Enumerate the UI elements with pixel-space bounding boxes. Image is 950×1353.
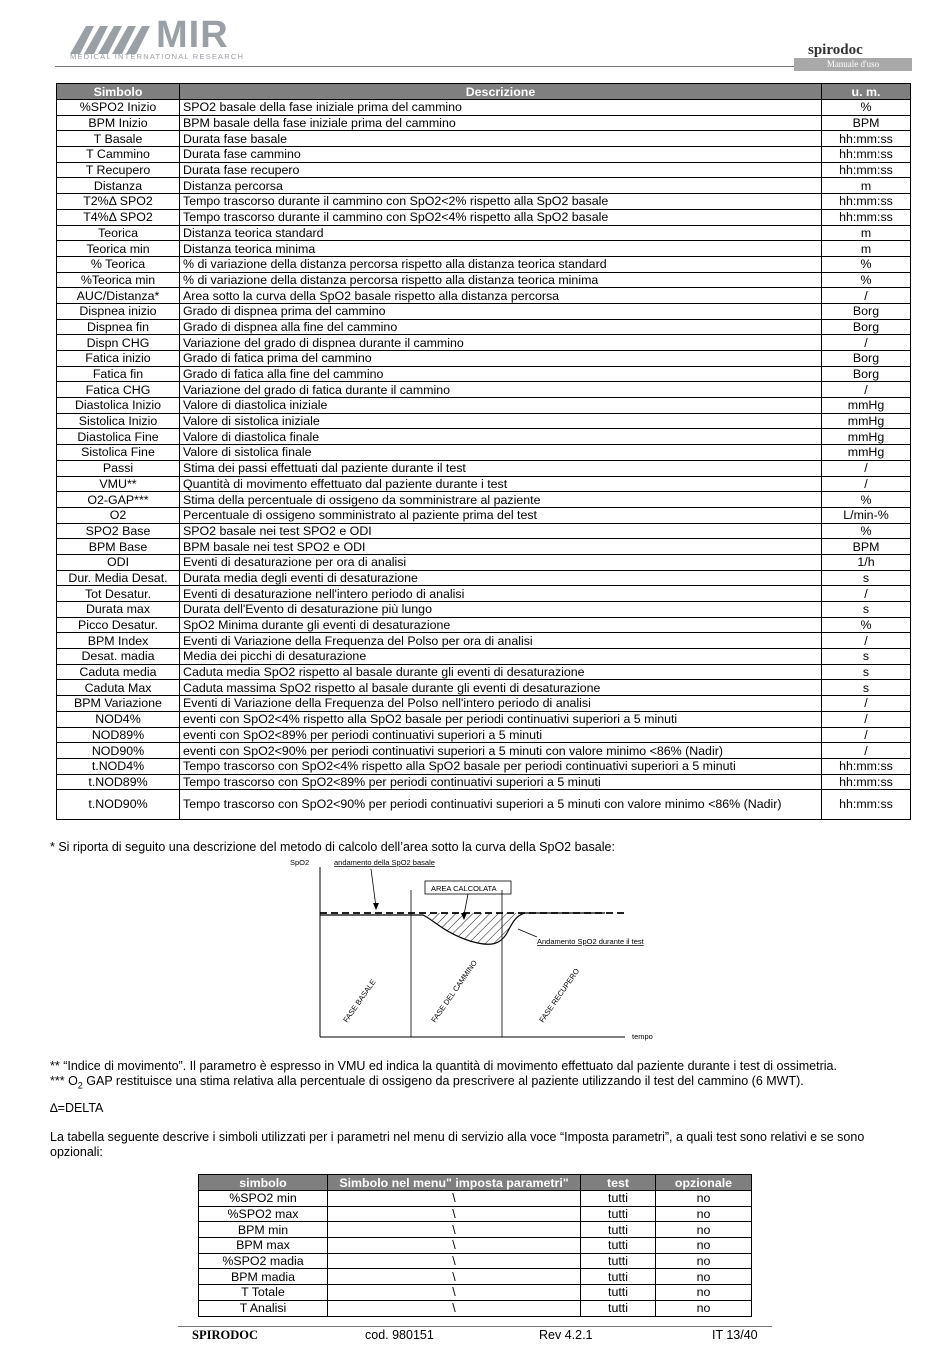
phase-walk-label: FASE DEL CAMMINO	[429, 958, 480, 1025]
symbol-cell: Teorica min	[57, 241, 180, 257]
table-row	[57, 727, 911, 743]
column-header: opzionale	[656, 1175, 752, 1191]
table-row	[57, 413, 911, 429]
symbol-cell: Fatica CHG	[57, 382, 180, 398]
o2gap-text: GAP restituisce una stima relativa alla percentuale di ossigeno da prescrivere al paziente utilizzando il test del cammino (6 MWT).	[82, 1074, 804, 1088]
table-row	[57, 288, 911, 304]
unit-cell: BPM	[822, 539, 911, 555]
description-cell: Grado di dispnea alla fine del cammino	[180, 319, 822, 335]
symbol-cell: VMU**	[57, 476, 180, 492]
table-row	[57, 241, 911, 257]
symbol-cell: AUC/Distanza*	[57, 288, 180, 304]
unit-cell: %	[822, 492, 911, 508]
test-cell: tutti	[581, 1269, 656, 1285]
symbol-cell: Teorica	[57, 225, 180, 241]
symbol-cell: % Teorica	[57, 256, 180, 272]
x-axis-label: tempo	[632, 1032, 653, 1041]
symbol-cell: BPM Inizio	[57, 115, 180, 131]
symbol-cell: Dispn CHG	[57, 335, 180, 351]
description-cell: eventi con SpO2<89% per periodi continuativi superiori a 5 minuti	[180, 727, 822, 743]
unit-cell: /	[822, 335, 911, 351]
description-cell: Variazione del grado di dispnea durante il cammino	[180, 335, 822, 351]
menu-symbol-cell: \	[328, 1206, 581, 1222]
unit-cell: mmHg	[822, 398, 911, 414]
symbol-cell: Sistolica Fine	[57, 445, 180, 461]
symbol-cell: Tot Desatur.	[57, 586, 180, 602]
symbol-cell: BPM Variazione	[57, 696, 180, 712]
header-divider	[55, 66, 795, 67]
symbol-cell: Diastolica Inizio	[57, 398, 180, 414]
description-cell: Grado di fatica alla fine del cammino	[180, 366, 822, 382]
symbol-cell: Caduta Max	[57, 680, 180, 696]
description-cell: Grado di dispnea prima del cammino	[180, 303, 822, 319]
symbol-cell: BPM max	[199, 1238, 328, 1254]
delta-note: ∆=DELTA	[50, 1101, 104, 1115]
footer-brand: SPIRODOC	[192, 1328, 258, 1342]
symbol-cell: Dispnea fin	[57, 319, 180, 335]
unit-cell: hh:mm:ss	[822, 147, 911, 163]
description-cell: Variazione del grado di fatica durante il cammino	[180, 382, 822, 398]
column-header: test	[581, 1175, 656, 1191]
unit-cell: Borg	[822, 303, 911, 319]
description-cell: BPM basale nei test SPO2 e ODI	[180, 539, 822, 555]
unit-cell: s	[822, 664, 911, 680]
table-row	[57, 664, 911, 680]
table-row	[57, 743, 911, 759]
parameters-table	[198, 1174, 752, 1317]
table-row	[57, 539, 911, 555]
product-name: spirodoc	[808, 42, 863, 58]
unit-cell: hh:mm:ss	[822, 774, 911, 790]
table-row	[57, 758, 911, 774]
unit-cell: s	[822, 602, 911, 618]
description-cell: Durata fase cammino	[180, 147, 822, 163]
description-cell: % di variazione della distanza percorsa rispetto alla distanza teorica minima	[180, 272, 822, 288]
symbol-cell: SPO2 Base	[57, 523, 180, 539]
unit-cell: %	[822, 272, 911, 288]
unit-cell: %	[822, 523, 911, 539]
table-row	[57, 711, 911, 727]
table-row	[199, 1253, 752, 1269]
table-row	[57, 570, 911, 586]
symbol-cell: %SPO2 min	[199, 1191, 328, 1207]
o2gap-note	[50, 1074, 804, 1094]
symbol-cell: %Teorica min	[57, 272, 180, 288]
symbol-cell: Sistolica Inizio	[57, 413, 180, 429]
unit-cell: /	[822, 460, 911, 476]
symbol-cell: NOD90%	[57, 743, 180, 759]
description-cell: Eventi di desaturazione nell'intero periodo di analisi	[180, 586, 822, 602]
description-cell: Durata media degli eventi di desaturazione	[180, 570, 822, 586]
unit-cell: Borg	[822, 366, 911, 382]
symbol-cell: BPM min	[199, 1222, 328, 1238]
description-cell: Distanza percorsa	[180, 178, 822, 194]
footer-page-number: IT 13/40	[712, 1328, 758, 1342]
unit-cell: s	[822, 680, 911, 696]
description-cell: Tempo trascorso con SpO2<90% per periodi continuativi superiori a 5 minuti con valore minimo <86% (Nadir)	[180, 790, 822, 820]
symbol-cell: T Totale	[199, 1285, 328, 1301]
description-cell: Caduta massima SpO2 rispetto al basale durante gli eventi di desaturazione	[180, 680, 822, 696]
column-header: Simbolo	[57, 84, 180, 100]
unit-cell: Borg	[822, 319, 911, 335]
description-cell: Tempo trascorso durante il cammino con SpO2<4% rispetto alla SpO2 basale	[180, 209, 822, 225]
optional-cell: no	[656, 1222, 752, 1238]
symbol-cell: Dur. Media Desat.	[57, 570, 180, 586]
menu-symbol-cell: \	[328, 1222, 581, 1238]
table-row	[57, 617, 911, 633]
manual-label: Manuale d'uso	[794, 58, 912, 71]
description-cell: Percentuale di ossigeno somministrato al paziente prima del test	[180, 507, 822, 523]
y-axis-label: SpO2	[290, 858, 310, 867]
description-cell: Area sotto la curva della SpO2 basale rispetto alla distanza percorsa	[180, 288, 822, 304]
symbol-cell: T Cammino	[57, 147, 180, 163]
description-cell: Durata dell'Evento di desaturazione più lungo	[180, 602, 822, 618]
description-cell: Grado di fatica prima del cammino	[180, 351, 822, 367]
unit-cell: /	[822, 696, 911, 712]
symbol-cell: O2	[57, 507, 180, 523]
unit-cell: s	[822, 649, 911, 665]
table-row	[57, 429, 911, 445]
description-cell: Eventi di Variazione della Frequenza del Polso nell'intero periodo di analisi	[180, 696, 822, 712]
description-cell: Tempo trascorso con SpO2<89% per periodi continuativi superiori a 5 minuti	[180, 774, 822, 790]
table-row	[57, 445, 911, 461]
table-row	[199, 1300, 752, 1316]
symbol-cell: ODI	[57, 554, 180, 570]
table-header-row	[199, 1175, 752, 1191]
table-row	[57, 162, 911, 178]
unit-cell: hh:mm:ss	[822, 209, 911, 225]
unit-cell: mmHg	[822, 413, 911, 429]
description-cell: Valore di sistolica finale	[180, 445, 822, 461]
symbol-cell: Caduta media	[57, 664, 180, 680]
logo-subtitle: MEDICAL INTERNATIONAL RESEARCH	[70, 52, 245, 61]
description-cell: Durata fase recupero	[180, 162, 822, 178]
symbol-cell: T Recupero	[57, 162, 180, 178]
symbol-cell: T2%Δ SPO2	[57, 194, 180, 210]
optional-cell: no	[656, 1253, 752, 1269]
table-row	[57, 774, 911, 790]
unit-cell: L/min-%	[822, 507, 911, 523]
description-cell: Stima dei passi effettuati dal paziente durante il test	[180, 460, 822, 476]
test-cell: tutti	[581, 1191, 656, 1207]
unit-cell: hh:mm:ss	[822, 162, 911, 178]
description-cell: Eventi di Variazione della Frequenza del Polso per ora di analisi	[180, 633, 822, 649]
test-cell: tutti	[581, 1238, 656, 1254]
symbol-cell: T Analisi	[199, 1300, 328, 1316]
unit-cell: m	[822, 225, 911, 241]
table-row	[57, 319, 911, 335]
unit-cell: 1/h	[822, 554, 911, 570]
symbol-cell: Distanza	[57, 178, 180, 194]
menu-symbol-cell: \	[328, 1300, 581, 1316]
table-row	[57, 335, 911, 351]
table-row	[57, 696, 911, 712]
table-row	[57, 272, 911, 288]
description-cell: Distanza teorica standard	[180, 225, 822, 241]
unit-cell: hh:mm:ss	[822, 790, 911, 820]
table-header-row	[57, 84, 911, 100]
table-row	[57, 602, 911, 618]
table-row	[199, 1222, 752, 1238]
unit-cell: %	[822, 256, 911, 272]
symbol-cell: t.NOD89%	[57, 774, 180, 790]
optional-cell: no	[656, 1191, 752, 1207]
column-header: Simbolo nel menu" imposta parametri"	[328, 1175, 581, 1191]
symbol-cell: NOD4%	[57, 711, 180, 727]
symbol-cell: O2-GAP***	[57, 492, 180, 508]
table-row	[57, 649, 911, 665]
phase-basal-label: FASE BASALE	[341, 977, 378, 1025]
unit-cell: %	[822, 617, 911, 633]
curve-label: Andamento SpO2 durante il test	[537, 937, 644, 946]
unit-cell: /	[822, 382, 911, 398]
column-header: u. m.	[822, 84, 911, 100]
symbol-cell: T Basale	[57, 131, 180, 147]
description-cell: SPO2 basale della fase iniziale prima del cammino	[180, 100, 822, 116]
table-row	[57, 131, 911, 147]
description-cell: Distanza teorica minima	[180, 241, 822, 257]
description-cell: Quantità di movimento effettuato dal paziente durante i test	[180, 476, 822, 492]
footer-revision: Rev 4.2.1	[539, 1328, 593, 1342]
table-row	[57, 351, 911, 367]
table-row	[57, 256, 911, 272]
unit-cell: /	[822, 288, 911, 304]
table-row	[57, 398, 911, 414]
table-row	[199, 1191, 752, 1207]
unit-cell: mmHg	[822, 429, 911, 445]
description-cell: Eventi di desaturazione per ora di analisi	[180, 554, 822, 570]
optional-cell: no	[656, 1206, 752, 1222]
optional-cell: no	[656, 1285, 752, 1301]
symbol-cell: BPM Base	[57, 539, 180, 555]
table-row	[57, 680, 911, 696]
optional-cell: no	[656, 1269, 752, 1285]
unit-cell: /	[822, 743, 911, 759]
test-cell: tutti	[581, 1206, 656, 1222]
test-cell: tutti	[581, 1285, 656, 1301]
table-row	[57, 147, 911, 163]
column-header: simbolo	[199, 1175, 328, 1191]
table-row	[57, 492, 911, 508]
description-cell: Durata fase basale	[180, 131, 822, 147]
symbol-cell: t.NOD90%	[57, 790, 180, 820]
description-cell: eventi con SpO2<90% per periodi continuativi superiori a 5 minuti con valore minimo <86% (Nadir)	[180, 743, 822, 759]
auc-note: * Si riporta di seguito una descrizione del metodo di calcolo dell’area sotto la curva della SpO2 basale:	[50, 840, 615, 854]
table-row	[57, 586, 911, 602]
symbol-cell: Desat. madia	[57, 649, 180, 665]
table-row	[57, 100, 911, 116]
table-row	[199, 1269, 752, 1285]
menu-symbol-cell: \	[328, 1238, 581, 1254]
description-cell: SPO2 basale nei test SPO2 e ODI	[180, 523, 822, 539]
symbol-cell: %SPO2 Inizio	[57, 100, 180, 116]
symbol-cell: %SPO2 max	[199, 1206, 328, 1222]
unit-cell: /	[822, 476, 911, 492]
symbol-cell: Fatica fin	[57, 366, 180, 382]
table-row	[57, 523, 911, 539]
footer-divider	[178, 1326, 772, 1327]
o2gap-subscript: 2	[77, 1080, 83, 1091]
unit-cell: hh:mm:ss	[822, 131, 911, 147]
description-cell: SpO2 Minima durante gli eventi di desaturazione	[180, 617, 822, 633]
table-row	[199, 1285, 752, 1301]
test-cell: tutti	[581, 1300, 656, 1316]
unit-cell: mmHg	[822, 445, 911, 461]
table-row	[57, 209, 911, 225]
unit-cell: hh:mm:ss	[822, 194, 911, 210]
unit-cell: /	[822, 727, 911, 743]
table-row	[57, 460, 911, 476]
vmu-note: ** “Indice di movimento”. Il parametro è espresso in VMU ed indica la quantità di movimento effettuato dal paziente durante i test di ossimetria.	[50, 1059, 837, 1073]
table-row	[57, 115, 911, 131]
unit-cell: s	[822, 570, 911, 586]
phase-recovery-label: FASE RECUPERO	[537, 966, 582, 1025]
table-row	[57, 507, 911, 523]
symbol-cell: Durata max	[57, 602, 180, 618]
symbol-cell: BPM madia	[199, 1269, 328, 1285]
table-row	[57, 225, 911, 241]
optional-cell: no	[656, 1300, 752, 1316]
unit-cell: /	[822, 633, 911, 649]
unit-cell: hh:mm:ss	[822, 758, 911, 774]
page-header	[0, 0, 950, 80]
symbol-cell: Picco Desatur.	[57, 617, 180, 633]
table-row	[57, 194, 911, 210]
description-cell: Caduta media SpO2 rispetto al basale durante gli eventi di desaturazione	[180, 664, 822, 680]
unit-cell: m	[822, 241, 911, 257]
table-row	[57, 178, 911, 194]
description-cell: % di variazione della distanza percorsa rispetto alla distanza teorica standard	[180, 256, 822, 272]
symbol-cell: BPM Index	[57, 633, 180, 649]
symbol-cell: NOD89%	[57, 727, 180, 743]
baseline-pointer	[371, 869, 376, 907]
symbol-cell: Dispnea inizio	[57, 303, 180, 319]
optional-cell: no	[656, 1238, 752, 1254]
description-cell: Valore di sistolica iniziale	[180, 413, 822, 429]
symbol-cell: t.NOD4%	[57, 758, 180, 774]
symbol-cell: Fatica inizio	[57, 351, 180, 367]
menu-symbol-cell: \	[328, 1253, 581, 1269]
logo-text: MIR	[156, 14, 229, 56]
symbol-cell: Diastolica Fine	[57, 429, 180, 445]
table-row	[57, 366, 911, 382]
unit-cell: Borg	[822, 351, 911, 367]
table-row	[199, 1238, 752, 1254]
table-row	[57, 633, 911, 649]
unit-cell: /	[822, 586, 911, 602]
menu-symbol-cell: \	[328, 1191, 581, 1207]
test-cell: tutti	[581, 1253, 656, 1269]
description-cell: Tempo trascorso con SpO2<4% rispetto alla SpO2 basale per periodi continuativi superiori a 5 minuti	[180, 758, 822, 774]
table-row	[199, 1206, 752, 1222]
footer-code: cod. 980151	[365, 1328, 434, 1342]
unit-cell: /	[822, 711, 911, 727]
baseline-label: andamento della SpO2 basale	[334, 858, 435, 867]
symbol-cell: T4%Δ SPO2	[57, 209, 180, 225]
unit-cell: BPM	[822, 115, 911, 131]
menu-symbol-cell: \	[328, 1285, 581, 1301]
description-cell: Valore di diastolica finale	[180, 429, 822, 445]
auc-diagram	[285, 855, 665, 1045]
symbol-cell: Passi	[57, 460, 180, 476]
test-cell: tutti	[581, 1222, 656, 1238]
table-row	[57, 476, 911, 492]
table-row	[57, 303, 911, 319]
description-cell: Tempo trascorso durante il cammino con SpO2<2% rispetto alla SpO2 basale	[180, 194, 822, 210]
table-body	[199, 1191, 752, 1317]
unit-cell: m	[822, 178, 911, 194]
table-body	[57, 100, 911, 820]
column-header: Descrizione	[180, 84, 822, 100]
description-cell: Stima della percentuale di ossigeno da somministrare al paziente	[180, 492, 822, 508]
description-cell: Media dei picchi di desaturazione	[180, 649, 822, 665]
table-row	[57, 790, 911, 820]
description-cell: eventi con SpO2<4% rispetto alla SpO2 basale per periodi continuativi superiori a 5 minuti	[180, 711, 822, 727]
table-row	[57, 554, 911, 570]
description-cell: BPM basale della fase iniziale prima del cammino	[180, 115, 822, 131]
symbol-cell: %SPO2 madia	[199, 1253, 328, 1269]
description-cell: Valore di diastolica iniziale	[180, 398, 822, 414]
o2gap-prefix: *** O	[50, 1074, 78, 1088]
table-intro: La tabella seguente descrive i simboli utilizzati per i parametri nel menu di servizio alla voce “Imposta parametri”, a quali test sono relativi e se sono opzionali:	[50, 1130, 865, 1159]
unit-cell: %	[822, 100, 911, 116]
area-label: AREA CALCOLATA	[431, 884, 497, 893]
menu-symbol-cell: \	[328, 1269, 581, 1285]
table-row	[57, 382, 911, 398]
symbols-table	[56, 83, 911, 820]
